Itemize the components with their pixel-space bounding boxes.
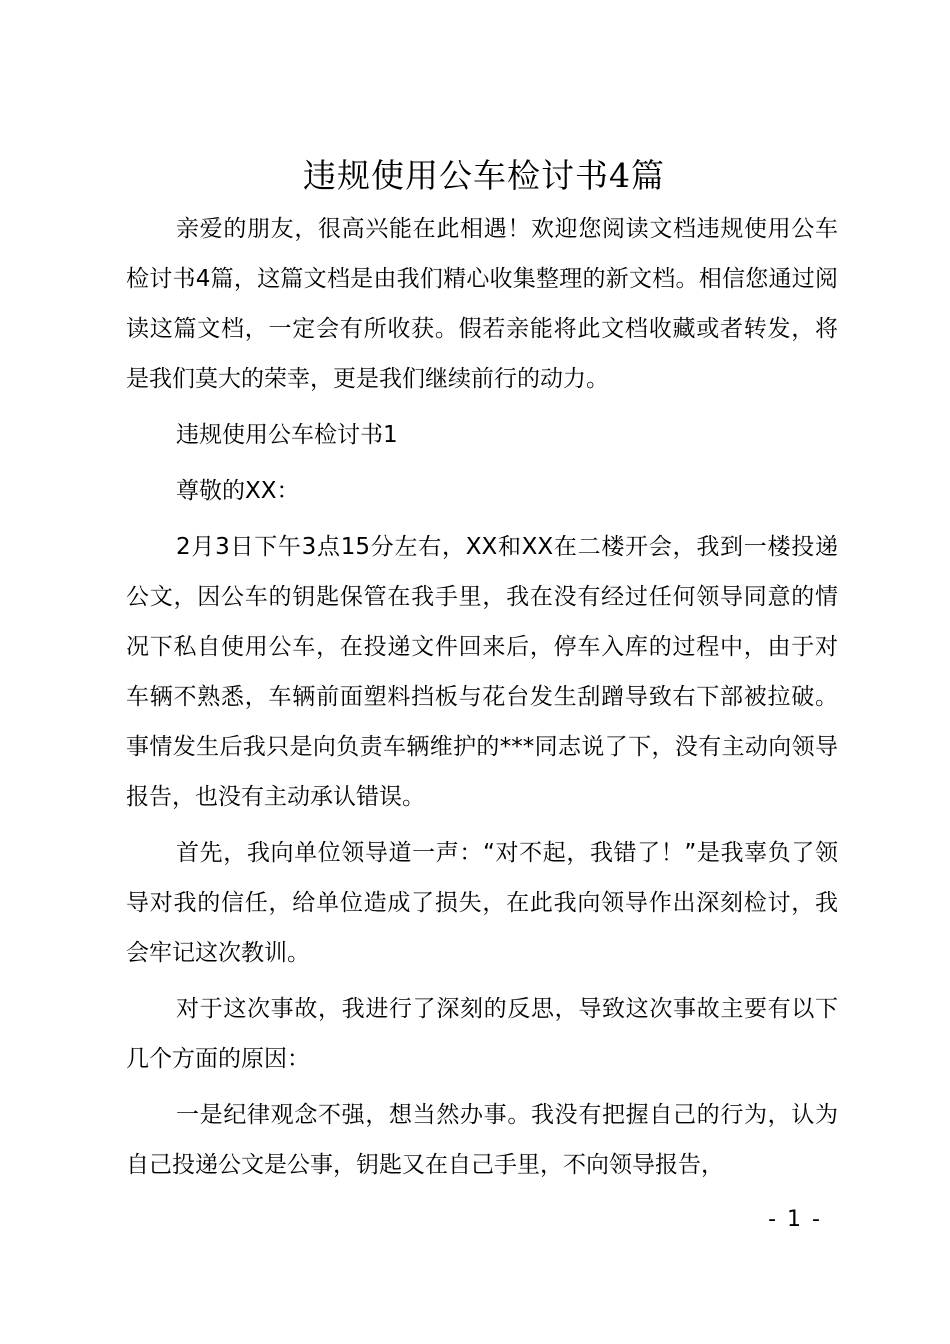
incident-paragraph: 2月3日下午3点15分左右，XX和XX在二楼开会，我到一楼投递公文，因公车的钥匙保管在我手里，我在没有经过任何领导同意的情况下私自使用公车，在投递文件回来后，停车入库的过程中，由于对车辆不熟悉，车辆前面塑料挡板与花台发生刮蹭导致右下部被拉破。事情发生后我只是向负责车辆维护的***同志说了下，没有主动向领导报告，也没有主动承认错误。 — [126, 534, 838, 810]
apology-paragraph: 首先，我向单位领导道一声：“对不起，我错了！”是我辜负了领导对我的信任，给单位造成了损失，在此我向领导作出深刻检讨，我会牢记这次教训。 — [126, 840, 838, 966]
salutation: 尊敬的XX： — [176, 478, 300, 504]
section-heading: 违规使用公车检讨书1 — [176, 422, 398, 448]
intro-paragraph: 亲爱的朋友，很高兴能在此相遇！欢迎您阅读文档违规使用公车检讨书4篇，这篇文档是由我们精心收集整理的新文档。相信您通过阅读这篇文档，一定会有所收获。假若亲能将此文档收藏或者转发，将是我们莫大的荣幸，更是我们继续前行的动力。 — [126, 216, 838, 392]
reflection-paragraph: 对于这次事故，我进行了深刻的反思，导致这次事故主要有以下几个方面的原因： — [126, 996, 838, 1072]
document-body — [126, 204, 838, 1190]
reason-paragraph: 一是纪律观念不强，想当然办事。我没有把握自己的行为，认为自己投递公文是公事，钥匙又在自己手里，不向领导报告， — [126, 1102, 838, 1178]
page-number: - 1 - — [768, 1207, 822, 1232]
document-title: 违规使用公车检讨书4篇 — [303, 156, 665, 195]
